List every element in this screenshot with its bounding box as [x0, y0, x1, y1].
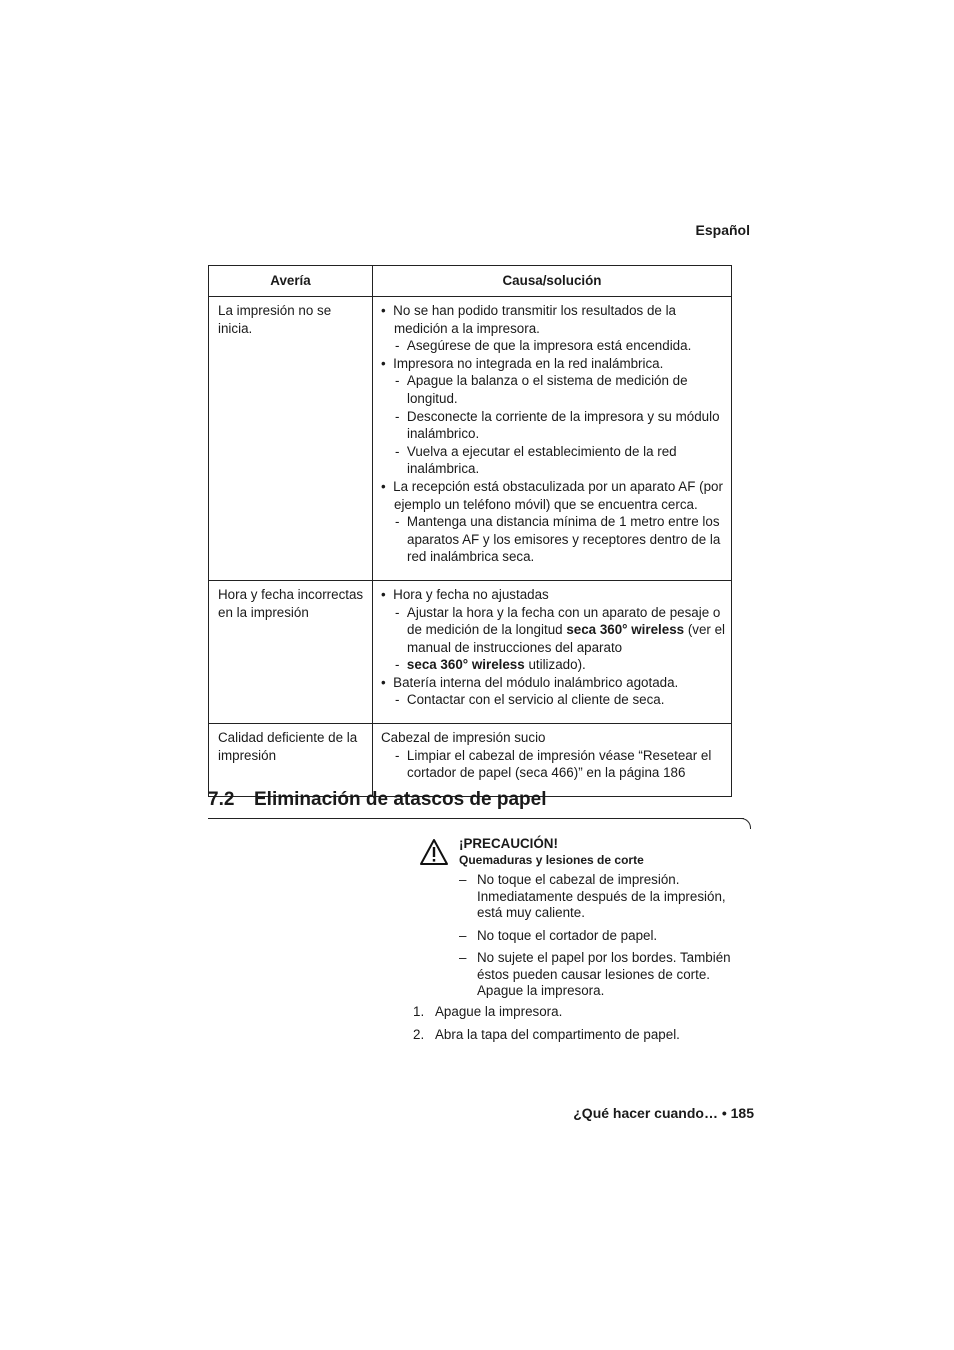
warning-icon [419, 838, 449, 866]
product-name: seca 360° wireless [406, 657, 525, 673]
step-text: Abra la tapa del compartimento de papel. [435, 1027, 680, 1042]
caution-item-text: No toque el cortador de papel. [477, 927, 658, 943]
step-number: 2. [413, 1027, 425, 1042]
dash-line [381, 408, 731, 443]
dash-line [381, 443, 731, 478]
line-text: Hora y fecha no ajustadas [393, 586, 549, 602]
line-text: Impresora no integrada en la red inalámbrica. [393, 355, 664, 371]
dash-marker: – [459, 950, 467, 965]
language-label: Español [695, 222, 750, 238]
troubleshooting-table [208, 265, 732, 797]
line-text: No se han podido transmitir los resultados de la medición a la impresora. [393, 303, 677, 336]
bullet-marker: • [381, 478, 386, 494]
step-item [413, 1003, 680, 1020]
dash-marker: – [459, 927, 467, 943]
caution-item [459, 950, 754, 1000]
dash-marker: - [395, 338, 400, 354]
column-header-cause-solution: Causa/solución [373, 266, 732, 297]
caution-heading: ¡PRECAUCIÓN! [459, 836, 558, 851]
bullet-marker: • [381, 355, 386, 371]
dash-marker: - [395, 657, 400, 673]
dash-line [381, 372, 731, 407]
line-text: Batería interna del módulo inalámbrico agotada. [393, 674, 679, 690]
bullet-marker: • [381, 586, 386, 602]
caution-block [459, 835, 754, 1006]
line-text: Limpiar el cabezal de impresión véase “Resetear el cortador de papel (seca 466)” en la página 186 [406, 747, 712, 781]
step-text: Apague la impresora. [435, 1004, 563, 1019]
bullet-line [381, 302, 731, 337]
solution-cell [373, 724, 732, 797]
caution-item-text: No sujete el papel por los bordes. También éstos pueden causar lesiones de corte. Apague la impresora. [477, 950, 731, 998]
dash-marker: - [395, 604, 400, 620]
table-row [209, 724, 732, 797]
column-header-fault: Avería [209, 266, 373, 297]
dash-marker: - [395, 514, 400, 530]
bullet-line [381, 478, 731, 513]
steps-list [413, 1003, 680, 1049]
section-rule [208, 818, 744, 819]
dash-marker: - [395, 747, 400, 763]
section-title: Eliminación de atascos de papel [254, 789, 547, 810]
dash-marker: – [459, 872, 467, 887]
table-row [209, 580, 732, 723]
table-row [209, 297, 732, 581]
line-text: Ajustar la hora y la fecha con un aparato de pesaje o de medición de la longitud [406, 604, 721, 638]
step-item [413, 1026, 680, 1043]
dash-marker: - [395, 373, 400, 389]
page-footer: ¿Qué hacer cuando… • 185 [573, 1105, 754, 1121]
line-text: Desconecte la corriente de la impresora y su módulo inalámbrico. [406, 408, 720, 442]
step-number: 1. [413, 1004, 425, 1019]
dash-marker: - [395, 408, 400, 424]
text-line [381, 729, 731, 747]
caution-list [459, 872, 754, 1000]
table-header-row [209, 266, 732, 297]
fault-cell: La impresión no se inicia. [209, 297, 373, 581]
dash-line [381, 691, 731, 709]
line-text: Contactar con el servicio al cliente de seca. [406, 692, 665, 708]
line-text: La recepción está obstaculizada por un aparato AF (por ejemplo un teléfono móvil) que se encuentra cerca. [393, 478, 723, 512]
dash-marker: - [395, 443, 400, 459]
product-name: seca 360° wireless [566, 622, 685, 638]
line-text: Mantenga una distancia mínima de 1 metro entre los aparatos AF y los emisores y receptores dentro de la red inalámbrica seca. [406, 514, 721, 565]
solution-cell [373, 580, 732, 723]
dash-line [381, 747, 731, 782]
dash-marker: - [395, 692, 400, 708]
line-text: Asegúrese de que la impresora está encendida. [406, 338, 692, 354]
caution-subheading: Quemaduras y lesiones de corte [459, 853, 644, 867]
section-number: 7.2 [208, 789, 235, 810]
bullet-line [381, 355, 731, 373]
dash-line [381, 337, 731, 355]
line-text: utilizado). [524, 657, 586, 673]
caution-item-text: No toque el cabezal de impresión. Inmediatamente después de la impresión, está muy caliente. [477, 872, 726, 920]
caution-item [459, 872, 754, 922]
bullet-marker: • [381, 303, 386, 318]
fault-cell: Hora y fecha incorrectas en la impresión [209, 580, 373, 723]
line-text: Cabezal de impresión sucio [381, 730, 546, 746]
bullet-marker: • [381, 674, 386, 690]
dash-line [381, 656, 731, 674]
section-heading [208, 789, 547, 811]
fault-cell: Calidad deficiente de la impresión [209, 724, 373, 797]
bullet-line [381, 674, 731, 692]
caution-item [459, 928, 754, 945]
line-text: Vuelva a ejecutar el establecimiento de la red inalámbrica. [406, 443, 677, 477]
bullet-line [381, 586, 731, 604]
dash-line [381, 513, 731, 566]
section-rule-corner [736, 818, 751, 829]
line-text: (ver el manual de instrucciones del aparato [407, 622, 726, 655]
dash-line [381, 604, 731, 657]
solution-cell [373, 297, 732, 581]
line-text: Apague la balanza o el sistema de medición de longitud. [406, 373, 688, 406]
